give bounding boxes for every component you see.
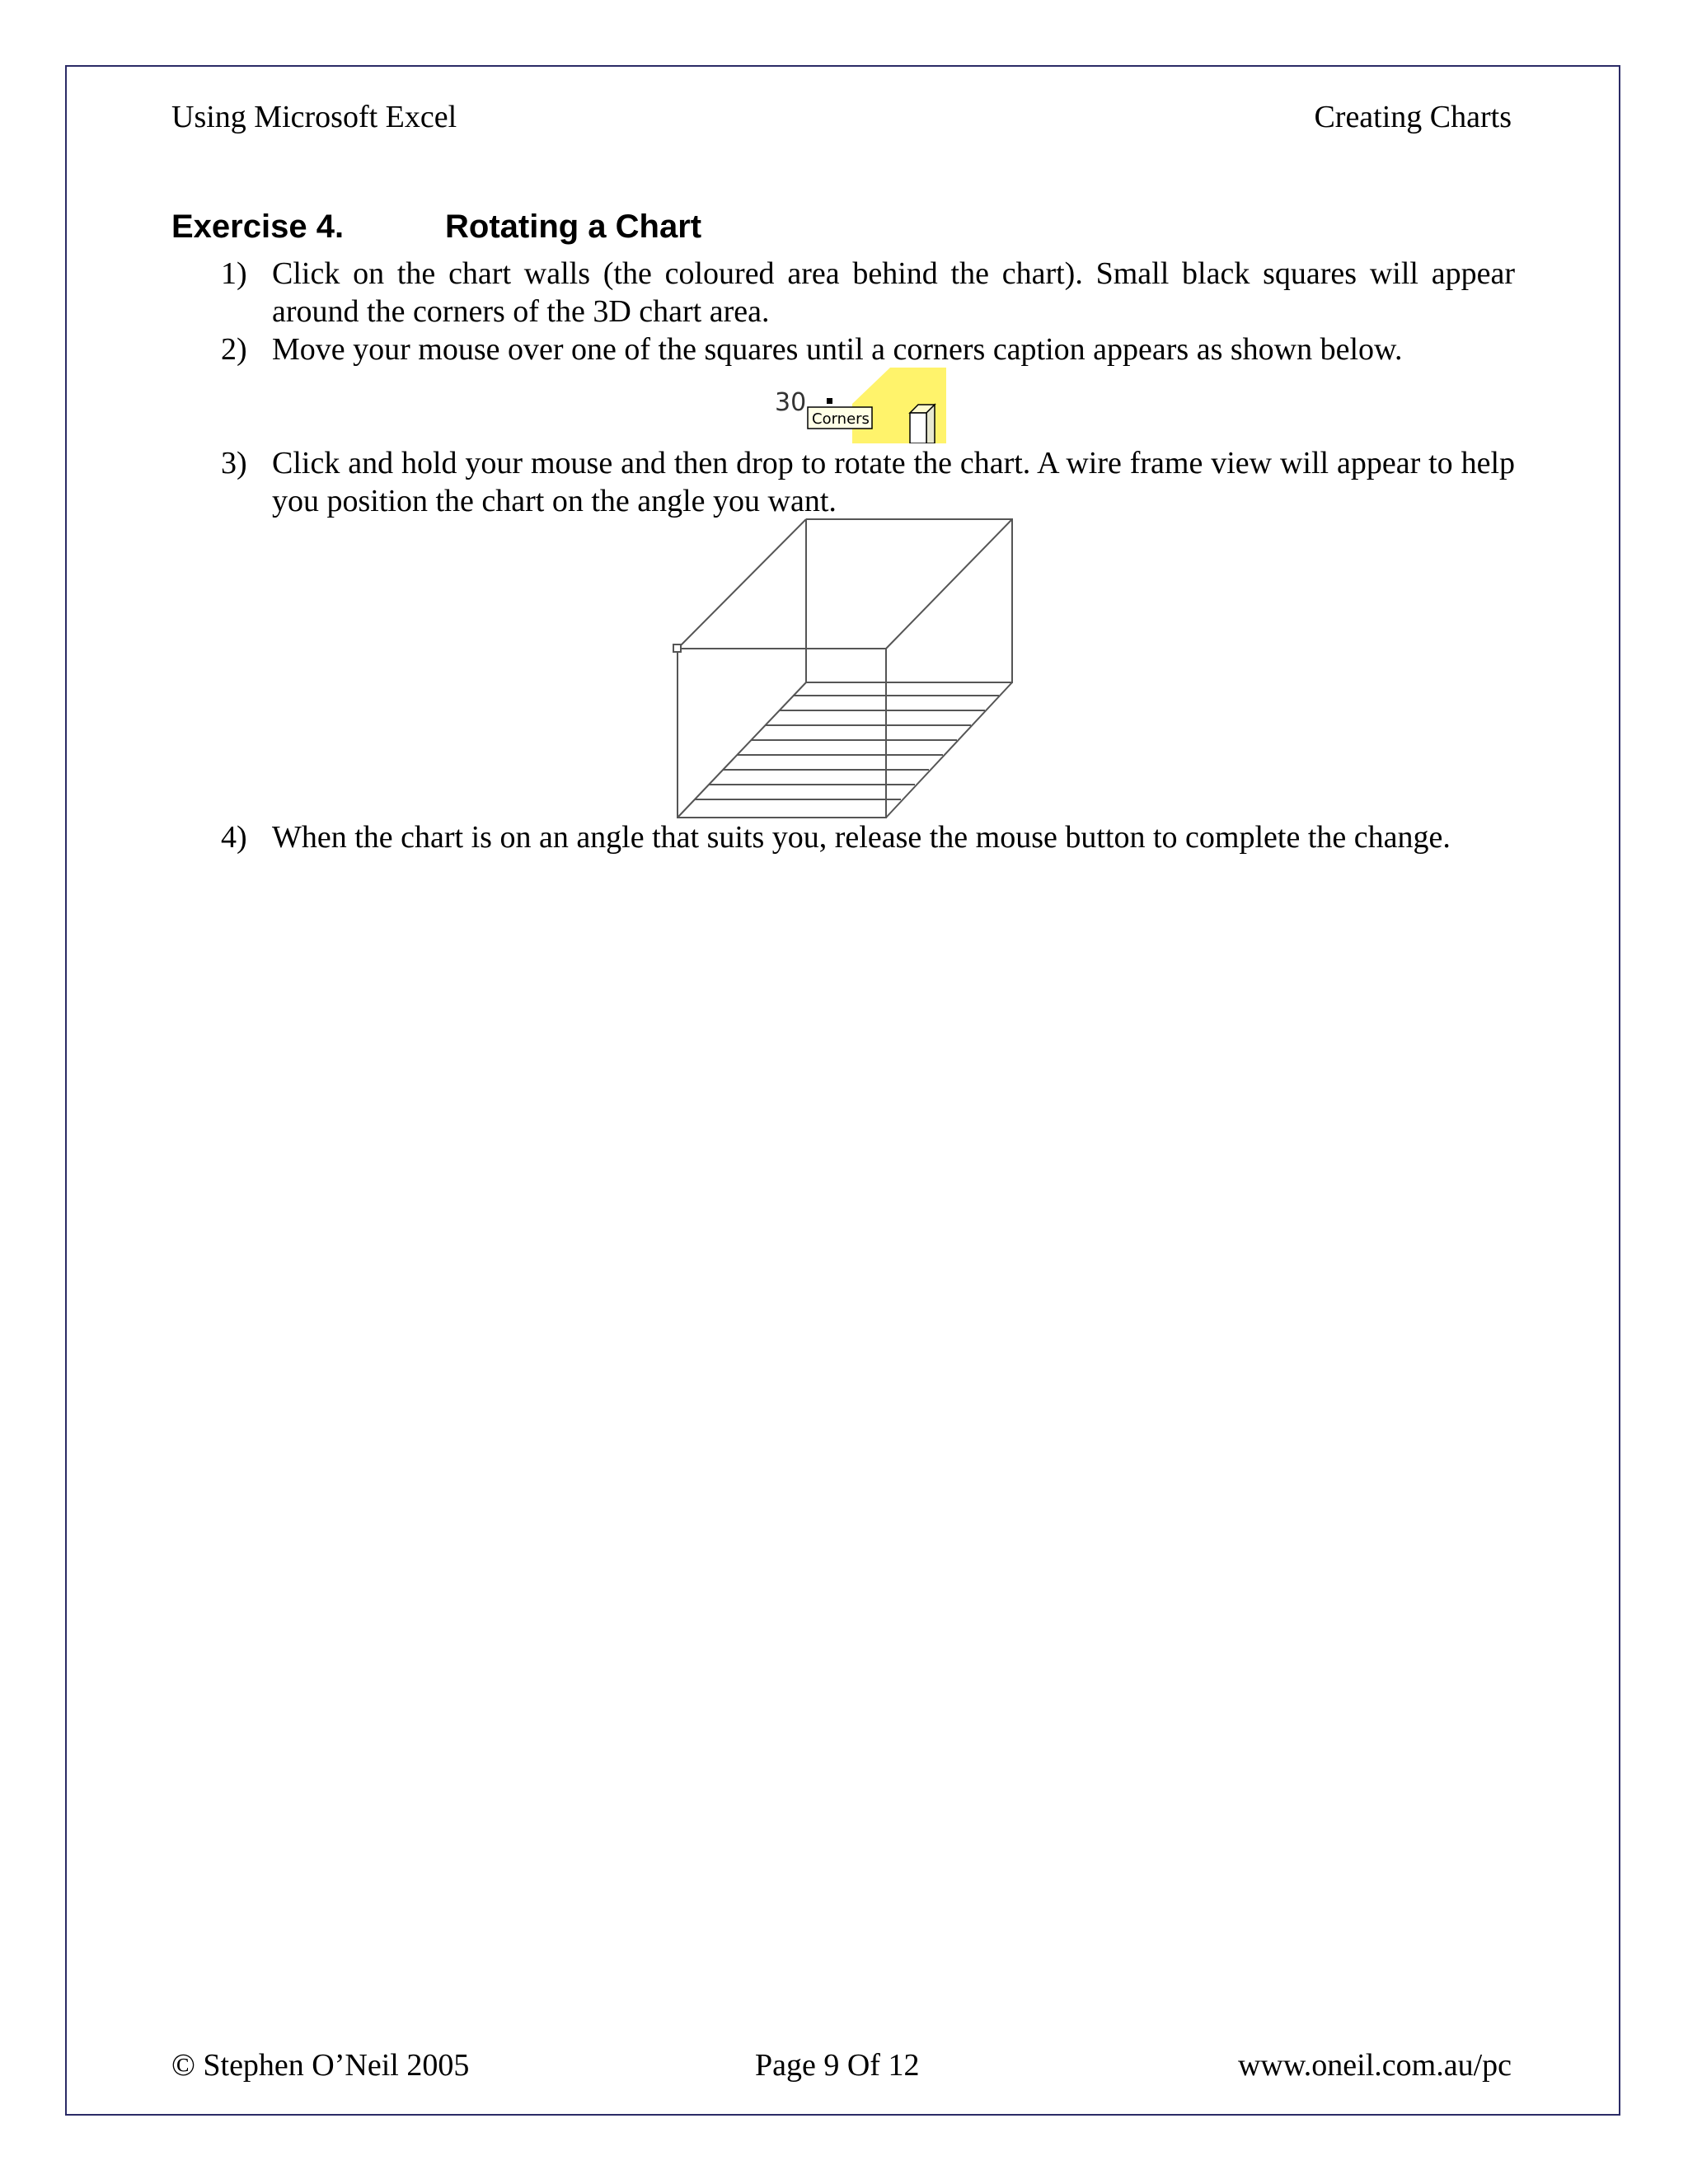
wireframe-edge <box>678 682 806 818</box>
step-number: 1) <box>221 256 247 291</box>
step-text: Click on the chart walls (the coloured area behind the chart). Small black squares will appear around the corners of the 3D chart area. <box>272 256 1515 329</box>
corners-tooltip <box>808 407 872 429</box>
wireframe-edge <box>886 682 1012 818</box>
step-number: 4) <box>221 820 247 855</box>
footer-website-link[interactable]: www.oneil.com.au/pc <box>1237 2048 1512 2083</box>
wireframe-edge <box>886 519 1012 649</box>
header-section-title: Creating Charts <box>1314 100 1512 134</box>
corner-handle-icon <box>673 644 681 652</box>
wireframe-front-face <box>678 649 886 818</box>
step-3 <box>221 444 1515 520</box>
wireframe-edge <box>678 519 806 649</box>
bar-column-shape <box>910 405 935 443</box>
footer-page-number: Page 9 Of 12 <box>755 2048 920 2083</box>
wireframe-3d-chart <box>668 513 1014 826</box>
step-2 <box>221 330 1515 368</box>
step-text: Move your mouse over one of the squares until a corners caption appears as shown below. <box>272 332 1403 367</box>
wireframe-floor-gridlines <box>695 696 999 799</box>
step-4 <box>221 818 1515 856</box>
corners-caption-screenshot <box>773 368 946 443</box>
step-number: 3) <box>221 446 247 480</box>
header-document-title: Using Microsoft Excel <box>171 100 457 134</box>
tooltip-label: Corners <box>812 410 870 428</box>
step-text: Click and hold your mouse and then drop to rotate the chart. A wire frame view will appear to help you position the chart on the angle you want. <box>272 446 1515 518</box>
corner-handle-icon <box>827 398 832 404</box>
exercise-title: Rotating a Chart <box>445 209 702 245</box>
step-1 <box>221 255 1515 330</box>
axis-tick-label: 30 <box>775 388 807 417</box>
step-text: When the chart is on an angle that suits you, release the mouse button to complete the change. <box>272 820 1451 855</box>
exercise-number: Exercise 4. <box>171 209 345 245</box>
exercise-heading <box>171 204 702 249</box>
wireframe-back-face <box>806 519 1012 682</box>
step-number: 2) <box>221 332 247 367</box>
footer-copyright: © Stephen O’Neil 2005 <box>171 2048 470 2083</box>
